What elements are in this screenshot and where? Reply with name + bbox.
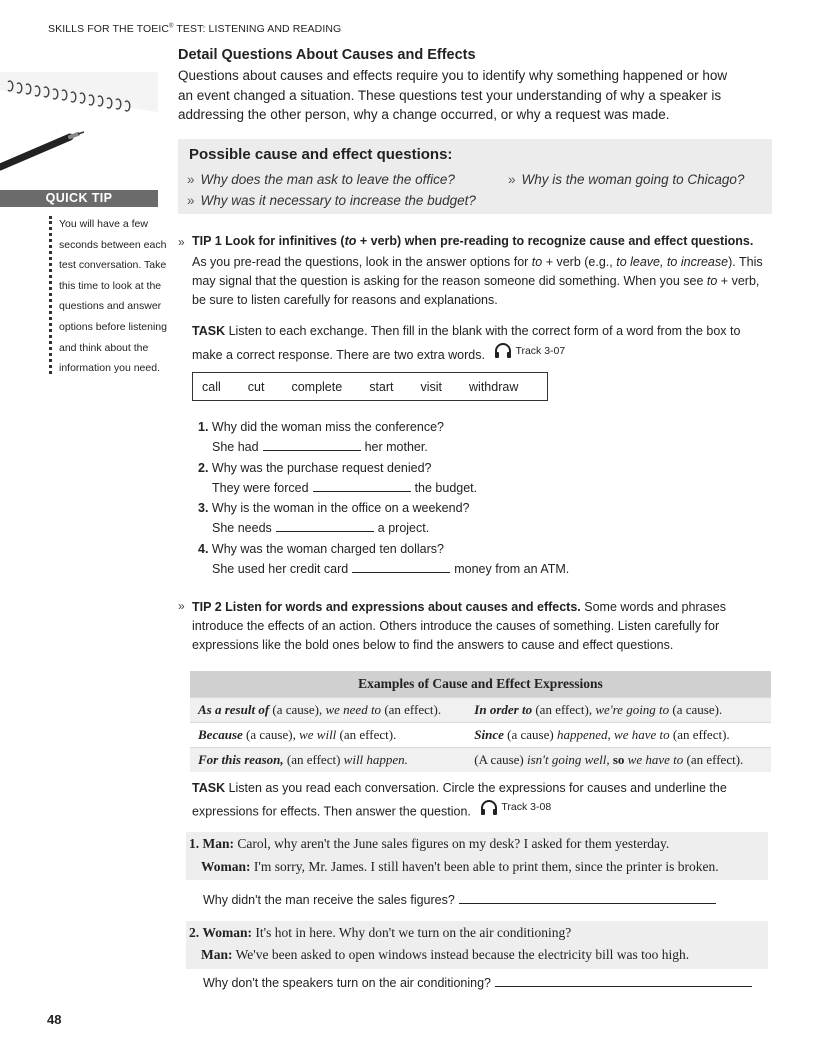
table-cell: (A cause) isn't going well, so we have to (an effect). <box>466 748 771 773</box>
section-title: Detail Questions About Causes and Effects <box>178 47 476 63</box>
answer-line[interactable] <box>495 976 752 987</box>
possible-questions-title: Possible cause and effect questions: <box>189 146 453 163</box>
chevron-icon: » <box>508 172 516 187</box>
quick-tip-text: You will have a few seconds between each test conversation. Take this time to look at the questions and answer options before listening and think about the information you need. <box>59 218 167 375</box>
chevron-icon: » <box>187 172 195 187</box>
item-question: 4. Why was the woman charged ten dollars? <box>198 541 444 556</box>
word-option: call <box>202 379 221 394</box>
item-answer: She used her credit card money from an ATM. <box>212 562 570 577</box>
cause-effect-expressions-table <box>190 671 771 772</box>
word-box <box>192 372 548 401</box>
tip2-chevron-icon: » <box>178 599 185 613</box>
conversation-line: Woman: I'm sorry, Mr. James. I still haven't been able to print them, since the printer is broken. <box>201 859 719 874</box>
tip1-body: As you pre-read the questions, look in the answer options for to + verb (e.g., to leave, to increase). This may signal that the question is asking for the reason someone did something. When you see to + verb, be sure to listen carefully for reasons and explanations. <box>192 255 763 307</box>
chevron-icon: » <box>187 193 195 208</box>
audio-track-button[interactable]: Track 3-08 <box>480 798 551 817</box>
page-number: 48 <box>47 1012 62 1027</box>
item-question: 3. Why is the woman in the office on a weekend? <box>198 501 470 516</box>
word-option: withdraw <box>469 379 519 394</box>
task1-instructions: TASK Listen to each exchange. Then fill in the blank with the correct form of a word from the box to make a correct response. There are two extra words. Track 3-07 <box>192 324 741 362</box>
table-cell: Since (a cause) happened, we have to (an effect). <box>466 723 771 748</box>
table-title: Examples of Cause and Effect Expressions <box>190 671 771 698</box>
question-item: » Why was it necessary to increase the budget? <box>187 193 476 208</box>
fill-in-items <box>198 417 569 579</box>
table-row <box>190 723 771 748</box>
item-question: 1. Why did the woman miss the conference? <box>198 420 444 434</box>
quick-tip-dots <box>49 216 56 374</box>
table-cell: As a result of (a cause), we need to (an effect). <box>190 698 466 723</box>
item-answer: She had her mother. <box>212 440 428 455</box>
conversation-line: 1. Man: Carol, why aren't the June sales figures on my desk? I asked for them yesterday. <box>189 836 670 851</box>
audio-track-button[interactable]: Track 3-07 <box>494 341 565 361</box>
word-option: start <box>369 379 394 394</box>
answer-blank[interactable] <box>263 440 361 451</box>
answer-blank[interactable] <box>276 521 374 532</box>
section-intro: Questions about causes and effects require you to identify why something happened or how an event changed a situation. These questions test your understanding of why a speaker is addressing the other person, why a change occurred, or why a request was made. <box>178 68 728 122</box>
word-option: cut <box>247 379 265 394</box>
item-question: 2. Why was the purchase request denied? <box>198 460 432 475</box>
table-row <box>190 748 771 773</box>
item-answer: They were forced the budget. <box>212 480 478 495</box>
answer-blank[interactable] <box>313 481 411 492</box>
word-option: complete <box>291 379 343 394</box>
notebook-pen-illustration <box>0 72 158 187</box>
running-header: SKILLS FOR THE TOEIC® TEST: LISTENING AND READING <box>48 23 342 35</box>
word-option: visit <box>420 379 443 394</box>
headphones-icon <box>480 800 498 816</box>
tip1-heading: TIP 1 Look for infinitives (to + verb) when pre-reading to recognize cause and effect questions. <box>192 234 754 248</box>
task2-instructions: TASK Listen as you read each conversation. Circle the expressions for causes and underline the expressions for effects. Then answer the question. Track 3-08 <box>192 781 727 819</box>
tip2-text: TIP 2 Listen for words and expressions about causes and effects. Some words and phrases introduce the effects of an action. Others introduce the causes of something. Listen carefully for expressions like the bold ones below to find the answers to cause and effect questions. <box>192 600 726 652</box>
quick-tip-label: QUICK TIP <box>0 190 158 207</box>
conversation-line: 2. Woman: It's hot in here. Why don't we turn on the air conditioning? <box>189 925 572 940</box>
table-cell: In order to (an effect), we're going to (a cause). <box>466 698 771 723</box>
tip1-chevron-icon: » <box>178 235 185 249</box>
table-cell: Because (a cause), we will (an effect). <box>190 723 466 748</box>
headphones-icon <box>494 343 512 359</box>
conversation-question: Why didn't the man receive the sales figures? <box>203 893 716 907</box>
answer-blank[interactable] <box>352 562 450 573</box>
table-cell: For this reason, (an effect) will happen. <box>190 748 466 773</box>
conversation-line: Man: We've been asked to open windows instead because the electricity bill was too high. <box>201 947 690 962</box>
table-row <box>190 698 771 723</box>
question-item: » Why is the woman going to Chicago? <box>508 172 745 187</box>
conversation-question: Why don't the speakers turn on the air conditioning? <box>203 976 752 990</box>
item-answer: She needs a project. <box>212 521 430 536</box>
question-item: » Why does the man ask to leave the office? <box>187 172 455 187</box>
answer-line[interactable] <box>459 893 716 904</box>
